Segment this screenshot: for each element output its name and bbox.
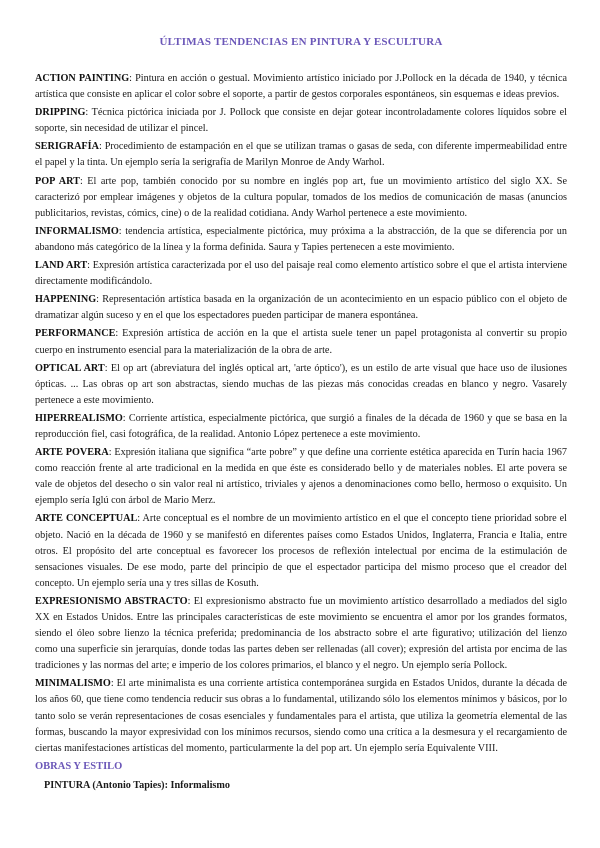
artwork-line: PINTURA (Antonio Tapies): Informalismo (44, 779, 230, 791)
glossary-definition: : Expresión italiana que significa “arte pobre” y que define una corriente estética aparecida en Turín hacia 1967 como reacción frente al arte tradicional en la medida en que éste es considerado bello y de materiales nobles. El arte povera se vale de objetos del desecho o sin valor real ni artístico, triviales y ajenos a denominaciones como bello, hermoso o exquisito. Un ejemplo sería Iglú con árbol de Mario Merz. (35, 447, 567, 507)
glossary-definition: : El expresionismo abstracto fue un movimiento artístico desarrollado a mediados del siglo XX en Estados Unidos. Entre las principales características de este movimiento se encuentra el amor por los grandes formatos, siendo el óleo sobre lienzo la técnica preferida; predominancia de los abstracto sobre el arte figurativo; utilización del lienzo como una superficie sin jerarquías, donde todas las partes deben ser rellenadas (all cover); expresión del artista por encima de las tradiciones y las normas del arte; e imperio de los colores primarios, el blanco y el negro. Un ejemplo sería Pollock. (35, 595, 567, 672)
glossary-definition: : Arte conceptual es el nombre de un movimiento artístico en el que el concepto tiene prioridad sobre el objeto. Nació en la década de 1960 y se manifestó en diferentes países como Estados Unidos, Inglaterra, Francia e Italia, entre otros. El propósito del arte conceptual es favorecer los procesos de reflexión intelectual por encima de la estimulación de sensaciones visuales. De ese modo, parte del principio de que el espectador participa del mismo proceso que el creador del concepto. Un ejemplo sería una y tres sillas de Kosuth. (35, 513, 568, 589)
glossary-definition: : Procedimiento de estampación en el que se utilizan tramas o gasas de seda, con diferente impermeabilidad entre el papel y la tinta. Un ejemplo sería la serigrafía de Marilyn Monroe de Andy Warhol. (35, 141, 567, 169)
glossary-term: LAND ART (35, 260, 88, 272)
section-heading: OBRAS Y ESTILO (35, 760, 123, 772)
glossary-definition: : El arte pop, también conocido por su nombre en inglés pop art, fue un movimiento artístico del siglo XX. Se caracterizó por emplear imágenes y objetos de la cultura popular, tomados de los medios de comunicación de masas (anuncios publicitarios, revistas, cómics, cine) o de la realidad cotidiana. Andy Warhol pertenece a este movimiento. (35, 175, 567, 219)
glossary-term: DRIPPING (35, 107, 86, 119)
glossary-entry (35, 224, 567, 256)
glossary-term: POP ART (35, 175, 80, 187)
glossary-entry (35, 174, 567, 222)
glossary-term: OPTICAL ART (35, 362, 105, 374)
glossary-term: MINIMALISMO (35, 678, 111, 690)
glossary-entry (35, 594, 567, 674)
glossary-entry (35, 676, 567, 756)
glossary-definition: : Técnica pictórica iniciada por J. Pollock que consiste en dejar gotear incontroladamente colores líquidos sobre el soporte, sin necesidad de utilizar el pincel. (35, 107, 567, 135)
glossary-entry (35, 411, 567, 443)
glossary-term: ACTION PAINTING (35, 73, 130, 84)
glossary-entry (35, 71, 567, 103)
glossary-term: ARTE POVERA (35, 447, 109, 459)
glossary-definition: : Expresión artística de acción en la que el artista suele tener un papel protagonista al convertir su propio cuerpo en instrumento esencial para la materialización de la obra de arte. (35, 328, 567, 356)
glossary-entry (35, 326, 567, 358)
glossary-entry (35, 445, 567, 509)
glossary-term: EXPRESIONISMO ABSTRACTO (35, 595, 188, 607)
glossary-definition: : El op art (abreviatura del inglés optical art, 'arte óptico'), es un estilo de arte visual que hace uso de ilusiones ópticas. ... Las obras op art son abstractas, siendo muchas de las piezas más conocidas creadas en blanco y negro. Vasarely pertenece a este movimiento. (35, 362, 567, 406)
glossary-term: SERIGRAFÍA (35, 141, 99, 153)
glossary-entry (35, 139, 567, 171)
glossary-entry (35, 361, 567, 409)
glossary-entry (35, 258, 567, 290)
glossary-definition: : tendencia artística, especialmente pictórica, muy próxima a la abstracción, de la que se diferencia por un abandono más categórico de la línea y la forma definida. Saura y Tapies pertenecen a este movimiento. (35, 225, 567, 253)
glossary-entry (35, 105, 567, 137)
glossary-term: HIPERREALISMO (35, 412, 123, 424)
glossary-definition: : Representación artística basada en la organización de un acontecimiento en un espacio público con el objeto de dramatizar algún suceso y en el que los espectadores pueden participar de manera espontánea. (35, 294, 567, 322)
glossary-term: PERFORMANCE (35, 328, 116, 340)
glossary-term: HAPPENING (35, 294, 97, 306)
glossary-entry (35, 511, 567, 591)
glossary-list (35, 71, 567, 757)
glossary-definition: : Corriente artística, especialmente pictórica, que surgió a finales de la década de 1960 y que se basa en la reproducción fiel, casi fotográfica, de la realidad. Antonio López pertenece a este movimiento. (35, 412, 567, 440)
page-title: ÚLTIMAS TENDENCIAS EN PINTURA Y ESCULTURA (159, 36, 443, 48)
glossary-definition: : Expresión artística caracterizada por el uso del paisaje real como elemento artístico sobre el que el artista interviene directamente modificándolo. (35, 260, 567, 288)
glossary-term: INFORMALISMO (35, 225, 119, 237)
glossary-term: ARTE CONCEPTUAL (35, 513, 138, 525)
glossary-entry (35, 292, 567, 324)
glossary-definition: : Pintura en acción o gestual. Movimiento artístico iniciado por J.Pollock en la década de 1940, y técnica artística que consiste en aplicar el color sobre el soporte, a partir de gestos corporales espontáneos, sin esquemas e ideas previos. (35, 73, 567, 101)
glossary-definition: : El arte minimalista es una corriente artística contemporánea surgida en Estados Unidos, durante la década de los años 60, que tiene como tendencia reducir sus obras a lo fundamental, utilizando sólo los elementos mínimos y básicos, por lo tanto solo se verán representaciones de cosas esenciales y fundamentales para el artista, que utiliza la geometría elemental de las formas, buscando la mayor expresividad con los mínimos recursos, siendo como una crítica a la desmesura y el recargamiento de ciertas manifestaciones artísticas del momento, particularmente la del pop art. Un ejemplo sería Equivalente VIII. (35, 678, 567, 754)
